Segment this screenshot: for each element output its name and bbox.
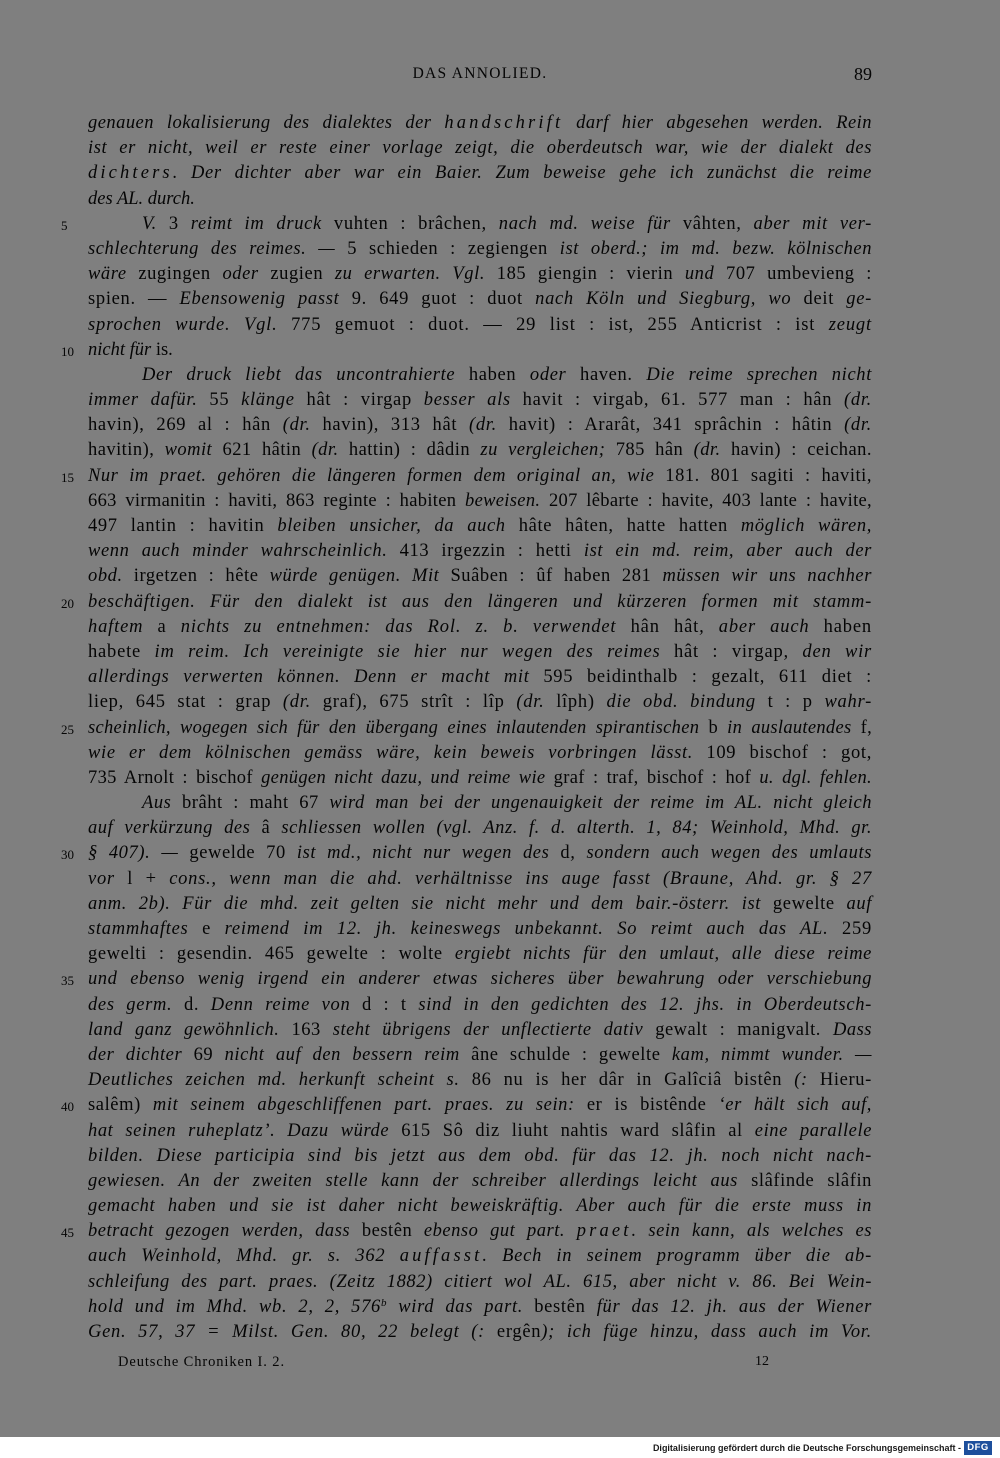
text-segment: schleifung des part. praes. (Zeitz 1882) citiert wol AL. 615, aber nicht v. 86. Bei Wein- xyxy=(88,1271,872,1292)
text-segment: bilden. Diese participia sind bis jetzt aus dem obd. für das 12. jh. noch nicht nach- xyxy=(88,1145,872,1166)
text-segment: 615 Sô diz liuht nahtis ward slâfin al xyxy=(401,1120,755,1141)
text-line xyxy=(88,1144,872,1169)
line-number: 40 xyxy=(61,1099,74,1115)
text-line xyxy=(61,716,872,741)
text-segment: vuhten : brâchen xyxy=(333,213,482,234)
text-line xyxy=(88,1119,872,1144)
text-line xyxy=(88,942,872,967)
text-line xyxy=(88,640,872,665)
text-segment: hât : virgap xyxy=(673,641,784,662)
text-segment: u. dgl. fehlen. xyxy=(759,767,873,788)
text-segment: genauen lokalisierung des dialektes der xyxy=(88,113,445,133)
text-segment: ); ich füge hinzu, dass auch im Vor. xyxy=(541,1322,873,1342)
line-text xyxy=(88,514,872,539)
text-segment: (dr. xyxy=(844,390,873,411)
text-segment: ebenso gut part. xyxy=(423,1221,577,1242)
line-text xyxy=(88,1093,872,1118)
text-segment: hattin) : dâdin xyxy=(348,440,481,461)
text-line xyxy=(88,564,872,589)
text-segment: handschrift xyxy=(444,113,564,133)
line-text xyxy=(142,212,872,237)
text-line xyxy=(88,363,872,388)
line-text xyxy=(88,1144,872,1169)
line-number: 10 xyxy=(61,343,74,359)
text-segment: 5 schieden : zegiengen xyxy=(347,238,560,259)
line-text xyxy=(88,1295,872,1320)
line-text xyxy=(88,942,872,967)
text-segment: ergên xyxy=(496,1322,542,1342)
text-segment: immer dafür. xyxy=(88,390,210,411)
text-line xyxy=(88,187,872,212)
text-segment: betracht gezogen werden, dass xyxy=(88,1221,362,1242)
text-segment: wenn auch minder wahrscheinlich. xyxy=(88,541,400,562)
line-text xyxy=(88,1119,872,1144)
text-segment: Die reime sprechen nicht xyxy=(646,364,872,385)
text-segment: ist er nicht, weil er reste einer vorlage zeigt, die oberdeutsch war, wie der dialekt des xyxy=(88,138,873,159)
text-segment: 181. 801 sagiti : haviti, xyxy=(665,465,872,486)
text-segment: schliessen wollen (vgl. Anz. f. d. alterth. 1, 84; Weinhold, Mhd. gr. xyxy=(281,818,873,839)
text-segment: auf xyxy=(846,893,872,914)
superscript: b xyxy=(380,1296,388,1309)
text-segment: und xyxy=(684,264,727,285)
text-segment: , aber mit ver- xyxy=(736,213,872,234)
line-text xyxy=(88,262,872,287)
text-segment: , den wir xyxy=(783,641,873,662)
text-segment: er is bistênde xyxy=(586,1095,719,1116)
text-segment: (dr. xyxy=(282,692,323,713)
line-text xyxy=(88,489,872,514)
text-line xyxy=(88,1068,872,1093)
text-segment: besser als xyxy=(423,390,523,411)
text-segment: 663 virmanitin : haviti, 863 reginte : habiten xyxy=(88,490,465,511)
text-segment: graf : traf, bischof : hof xyxy=(553,767,760,788)
running-title: DAS ANNOLIED. xyxy=(412,65,548,82)
text-segment: ‘er hält sich auf, xyxy=(718,1095,872,1116)
text-line xyxy=(88,413,872,438)
line-number: 20 xyxy=(61,595,74,611)
text-line xyxy=(88,388,872,413)
line-text xyxy=(88,1219,872,1244)
text-line xyxy=(61,590,872,615)
line-text xyxy=(88,464,872,489)
text-segment: cons., wenn man die ahd. verhältnisse ins auge fasst (Braune, Ahd. gr. § 27 xyxy=(169,868,872,889)
text-segment: havitin), xyxy=(88,440,165,461)
text-segment: . Bech in seinem programm über die ab- xyxy=(482,1246,872,1267)
text-segment: âne schulde : gewelte xyxy=(471,1044,672,1065)
text-segment: sprochen wurde. Vgl. xyxy=(88,314,292,335)
text-segment: Suâben : ûf haben 281 xyxy=(450,566,663,587)
text-line xyxy=(88,1295,872,1320)
text-segment: d : t xyxy=(361,994,419,1015)
text-segment: 621 hâtin xyxy=(222,440,312,461)
text-segment: 163 xyxy=(291,1019,333,1040)
text-segment: haftem xyxy=(88,616,158,637)
text-segment: Deutliches zeichen md. herkunft scheint s. xyxy=(88,1070,472,1091)
text-segment: gewalt : manigvalt. xyxy=(655,1019,833,1040)
text-line xyxy=(88,766,872,791)
text-segment: auf verkürzung des xyxy=(88,818,262,839)
text-segment: , aber auch xyxy=(699,616,824,637)
text-line xyxy=(61,1219,872,1244)
text-segment: liep, 645 stat : grap xyxy=(88,692,283,713)
text-segment: (dr. xyxy=(311,440,349,461)
text-segment: land ganz gewöhnlich. xyxy=(88,1019,292,1040)
line-text xyxy=(88,640,872,665)
line-text xyxy=(88,1194,872,1219)
text-segment: genügen nicht dazu, und reime wie xyxy=(261,767,554,788)
line-text xyxy=(88,841,872,866)
text-segment: ist md., nicht nur wegen des xyxy=(296,843,561,864)
text-line xyxy=(88,539,872,564)
text-segment: wird man bei der ungenauigkeit der reime im AL. nicht gleich xyxy=(329,793,873,814)
line-text xyxy=(88,564,872,589)
text-segment: haben xyxy=(468,364,530,385)
text-segment: mit seinem abgeschliffenen part. praes. zu sein: xyxy=(152,1095,587,1116)
text-segment: 775 gemuot : duot. — 29 list : ist, 255 Anticrist : ist xyxy=(291,314,829,335)
text-segment: 207 lêbarte : havite, 403 lante : havite, xyxy=(548,490,873,511)
text-line xyxy=(61,464,872,489)
text-segment: 497 lantin : havitin xyxy=(88,516,278,536)
line-text xyxy=(88,867,872,892)
text-line xyxy=(88,489,872,514)
text-segment: a xyxy=(157,616,181,637)
text-line xyxy=(88,313,872,338)
text-segment: eine parallele xyxy=(754,1120,872,1141)
text-segment: graf), 675 strît : lîp xyxy=(322,692,517,713)
text-segment: 86 nu is her dâr in Galîciâ bistên xyxy=(471,1070,795,1091)
text-segment: vor xyxy=(88,868,128,889)
text-segment: 9. 649 guot : duot xyxy=(351,289,536,310)
line-text xyxy=(88,741,872,766)
text-segment: möglich wären, xyxy=(740,516,873,536)
line-text xyxy=(88,237,872,262)
text-segment: Aus xyxy=(142,793,182,814)
line-text xyxy=(88,1270,872,1295)
text-segment: beschäftigen. Für den dialekt ist aus den längeren und kürzeren formen mit stamm- xyxy=(88,591,872,612)
text-line xyxy=(88,237,872,262)
text-line xyxy=(88,136,872,161)
text-segment: hân hât xyxy=(630,616,700,637)
text-line xyxy=(88,438,872,463)
text-segment: im reim. Ich vereinigte sie hier nur wegen des reimes xyxy=(154,641,674,662)
text-segment: (dr. xyxy=(282,415,323,436)
text-segment: würde genügen. Mit xyxy=(269,566,451,587)
line-text xyxy=(88,1043,872,1068)
text-segment: auch Weinhold, Mhd. gr. s. 362 xyxy=(88,1246,400,1267)
text-segment: 69 xyxy=(193,1044,225,1065)
text-segment: 707 umbevieng : xyxy=(726,264,872,285)
digitization-credit: Digitalisierung gefördert durch die Deutsche Forschungsgemeinschaft - xyxy=(652,1442,961,1453)
text-segment: lîph) xyxy=(556,692,607,713)
text-line xyxy=(88,1270,872,1295)
text-segment: zu erwarten. Vgl. xyxy=(334,264,497,285)
line-text xyxy=(88,766,872,791)
text-segment: zeugt xyxy=(828,314,872,335)
dfg-logo: DFG xyxy=(964,1441,992,1455)
line-text xyxy=(88,161,872,186)
text-segment: 259 xyxy=(842,919,872,939)
text-segment: des AL. durch. xyxy=(88,188,195,209)
text-line xyxy=(61,212,872,237)
text-segment: havit : virgab, 61. 577 man : hân xyxy=(522,390,845,411)
line-text xyxy=(88,917,872,942)
text-segment: oder xyxy=(222,264,271,285)
text-line xyxy=(88,816,872,841)
line-number: 5 xyxy=(61,217,68,233)
text-line xyxy=(88,1043,872,1068)
line-text xyxy=(88,438,872,463)
text-segment: hâte hâten, hatte hatten xyxy=(518,516,741,536)
printer-signature: Deutsche Chroniken I. 2. xyxy=(118,1354,285,1370)
text-segment: obd. xyxy=(88,566,134,587)
text-line xyxy=(61,967,872,992)
text-segment: havin) : ceichan. xyxy=(730,440,872,461)
text-segment: womit xyxy=(164,440,223,461)
text-segment: die obd. bindung xyxy=(606,692,768,713)
text-line xyxy=(88,161,872,186)
text-segment: scheinlich, wogegen sich für den übergang eines inlautenden spirantischen xyxy=(88,717,709,738)
text-line xyxy=(88,615,872,640)
line-text xyxy=(88,338,173,363)
line-text xyxy=(88,892,872,917)
text-segment: reimend im 12. jh. keineswegs unbekannt. So reimt auch das AL. xyxy=(224,919,843,939)
text-segment: 3 xyxy=(168,213,191,234)
text-segment: der dichter xyxy=(88,1044,194,1065)
line-number: 35 xyxy=(61,973,74,989)
text-segment: havit) : Ararât, 341 sprâchin : hâtin xyxy=(508,415,845,436)
text-segment: (dr. xyxy=(844,415,872,436)
line-text xyxy=(88,690,872,715)
text-segment: 413 irgezzin : hetti xyxy=(399,541,584,562)
text-segment: oder xyxy=(529,364,581,385)
text-segment: e xyxy=(202,919,225,939)
text-segment: brâht : maht 67 xyxy=(181,793,330,814)
line-text xyxy=(88,1068,872,1093)
page-number: 89 xyxy=(854,64,872,84)
text-line xyxy=(88,1244,872,1269)
text-segment: praet xyxy=(576,1221,632,1242)
line-text xyxy=(88,313,872,338)
text-segment: wahr- xyxy=(824,692,872,713)
text-segment: zu vergleichen; xyxy=(480,440,616,461)
line-number: 45 xyxy=(61,1225,74,1241)
text-segment: gewelti : gesendin. 465 gewelte : wolte xyxy=(88,944,455,965)
text-segment: bestên xyxy=(534,1296,597,1317)
text-segment: V. xyxy=(142,213,169,234)
text-line xyxy=(61,1093,872,1118)
text-segment: f, xyxy=(860,717,872,738)
text-segment: nicht auf den bessern reim xyxy=(224,1044,472,1065)
text-segment: , sondern auch wegen des umlauts xyxy=(570,843,872,864)
text-segment: havin), 269 al : hân xyxy=(88,415,283,436)
text-segment: irgetzen : hête xyxy=(133,566,270,587)
text-segment: 55 xyxy=(209,390,242,411)
text-line xyxy=(61,338,872,363)
text-segment: Der druck liebt das uncontrahierte xyxy=(142,364,469,385)
text-line xyxy=(88,665,872,690)
text-line xyxy=(88,741,872,766)
text-segment: § 407). — xyxy=(88,843,190,864)
text-segment: 109 bischof : got, xyxy=(706,742,872,763)
text-segment: reimt im druck xyxy=(190,213,334,234)
text-segment: is. xyxy=(155,339,173,360)
text-line xyxy=(88,262,872,287)
text-segment: gewelte xyxy=(772,893,847,914)
text-line xyxy=(88,1018,872,1043)
line-text xyxy=(88,615,872,640)
text-segment: ist ein md. reim, aber auch der xyxy=(583,541,872,562)
line-text xyxy=(88,993,872,1018)
line-text xyxy=(88,1169,872,1194)
text-segment: haven. xyxy=(580,364,647,385)
text-segment: Denn reime von xyxy=(210,994,362,1015)
text-segment: hat seinen ruheplatz’. Dazu würde xyxy=(88,1120,402,1141)
text-segment: darf hier abgesehen werden. Rein xyxy=(563,113,872,133)
text-segment: bleiben unsicher, da auch xyxy=(277,516,519,536)
text-segment: l + xyxy=(127,868,170,889)
text-segment: d. xyxy=(183,994,211,1015)
text-segment: zugien xyxy=(270,264,335,285)
line-text xyxy=(88,539,872,564)
text-segment: dichters xyxy=(88,163,173,184)
text-segment: 185 giengin : vierin xyxy=(496,264,685,285)
signature-number: 12 xyxy=(755,1354,769,1369)
text-segment: ist oberd.; im md. bezw. kölnischen xyxy=(559,238,872,259)
text-segment: stammhaftes xyxy=(88,919,203,939)
text-line xyxy=(88,1320,872,1345)
text-segment: Dass xyxy=(832,1019,872,1040)
text-segment: und ebenso wenig irgend ein anderer etwas sicheres über bewahrung oder verschiebung xyxy=(88,969,872,990)
text-segment: steht übrigens der unflectierte dativ xyxy=(332,1019,656,1040)
line-text xyxy=(88,1320,872,1345)
text-segment: gemacht haben und sie ist daher nicht beweiskräftig. Aber auch für die erste muss in xyxy=(88,1196,872,1217)
text-segment: auffasst xyxy=(399,1246,483,1267)
text-segment: (dr. xyxy=(516,692,557,713)
text-line xyxy=(61,841,872,866)
text-segment: 785 hân xyxy=(615,440,694,461)
line-number: 25 xyxy=(61,721,74,737)
text-segment: allerdings verwerten können. Denn er macht mit xyxy=(88,667,544,688)
text-segment: Nur im praet. gehören die längeren formen dem original an, wie xyxy=(88,465,666,486)
text-segment: nichts zu entnehmen: das Rol. z. b. verwendet xyxy=(180,616,631,637)
line-number: 15 xyxy=(61,469,74,485)
text-segment: gewiesen. An der zweiten stelle kann der schreiber allerdings leicht aus xyxy=(88,1170,752,1191)
text-segment: â xyxy=(261,818,282,839)
line-text xyxy=(88,716,872,741)
text-line xyxy=(88,993,872,1018)
text-segment: wird das part. xyxy=(387,1296,535,1317)
text-segment: kam, nimmt wunder. — xyxy=(671,1044,873,1065)
text-segment: bestên xyxy=(361,1221,424,1242)
text-segment: für das 12. jh. aus der Wiener xyxy=(596,1296,872,1317)
text-segment: sind in den gedichten des 12. jhs. in Oberdeutsch- xyxy=(418,994,872,1015)
text-segment: Hieru- xyxy=(819,1070,872,1091)
text-segment: schlechterung des reimes. — xyxy=(88,238,348,259)
text-segment: hold und im Mhd. wb. 2, 2, 576 xyxy=(88,1296,381,1317)
text-segment: haben xyxy=(823,616,872,637)
line-text xyxy=(88,665,872,690)
text-line xyxy=(88,892,872,917)
text-segment: t : p xyxy=(767,692,825,713)
text-segment: beweisen. xyxy=(465,490,549,511)
text-segment: . sein kann, als welches es xyxy=(631,1221,872,1242)
line-text xyxy=(88,413,872,438)
text-segment: gewelde 70 xyxy=(189,843,297,864)
text-segment: (: xyxy=(794,1070,820,1091)
text-line xyxy=(88,791,872,816)
text-segment: b xyxy=(708,717,728,738)
line-text xyxy=(88,187,195,212)
text-segment: slâfinde slâfin xyxy=(751,1170,872,1191)
line-text xyxy=(88,590,872,615)
line-text xyxy=(88,287,872,312)
text-segment: (dr. xyxy=(468,415,509,436)
text-segment: 735 Arnolt : bischof xyxy=(88,767,262,788)
text-segment: anm. 2b). Für die mhd. zeit gelten sie nicht mehr und dem bair.-österr. ist xyxy=(88,893,773,914)
digitization-credit-strip xyxy=(0,1437,1000,1458)
line-text xyxy=(88,1018,872,1043)
text-line xyxy=(88,1169,872,1194)
text-segment: des germ. xyxy=(88,994,184,1015)
text-line xyxy=(88,1194,872,1219)
line-text xyxy=(88,388,872,413)
line-text xyxy=(142,363,872,388)
text-line xyxy=(88,867,872,892)
line-text xyxy=(142,791,872,816)
text-segment: wie er dem kölnischen gemäss wäre, kein beweis vorbringen lässt. xyxy=(88,742,707,763)
line-text xyxy=(88,816,872,841)
text-segment: ergiebt nichts für den umlaut, alle diese reime xyxy=(454,944,872,965)
text-segment: salêm) xyxy=(88,1095,153,1116)
text-line xyxy=(88,917,872,942)
text-segment: Ebensowenig passt xyxy=(179,289,352,310)
text-segment: müssen wir uns nachher xyxy=(662,566,872,587)
text-line xyxy=(88,111,872,136)
text-segment: nicht für xyxy=(88,339,156,360)
text-segment: (dr. xyxy=(693,440,731,461)
text-segment: havin), 313 hât xyxy=(322,415,469,436)
line-text xyxy=(88,967,872,992)
text-segment: d xyxy=(560,843,571,864)
text-segment: hât : virgap xyxy=(306,390,424,411)
line-number: 30 xyxy=(61,847,74,863)
text-line xyxy=(88,287,872,312)
text-segment: spien. — xyxy=(88,289,180,310)
text-segment: deit xyxy=(803,289,847,310)
text-segment: vâhten xyxy=(682,213,737,234)
line-text xyxy=(88,111,872,136)
text-segment: ge- xyxy=(846,289,872,310)
line-text xyxy=(88,1244,872,1269)
text-segment: 595 beidinthalb : gezalt, 611 diet : xyxy=(543,667,872,688)
text-line xyxy=(88,690,872,715)
text-segment: Gen. 57, 37 = Milst. Gen. 80, 22 belegt (: xyxy=(88,1322,497,1342)
body-text xyxy=(61,111,873,1345)
line-text xyxy=(88,136,872,161)
text-segment: klänge xyxy=(241,390,307,411)
text-segment: habete xyxy=(88,641,155,662)
text-segment: zugingen xyxy=(138,264,223,285)
text-segment: , nach md. weise für xyxy=(481,213,683,234)
text-segment: in auslautendes xyxy=(727,717,861,738)
text-segment: . Der dichter aber war ein Baier. Zum beweise gehe ich zunächst die reime xyxy=(172,163,872,184)
running-head xyxy=(88,62,872,86)
text-segment: wäre xyxy=(88,264,139,285)
text-segment: nach Köln und Siegburg, wo xyxy=(535,289,804,310)
text-line xyxy=(88,514,872,539)
